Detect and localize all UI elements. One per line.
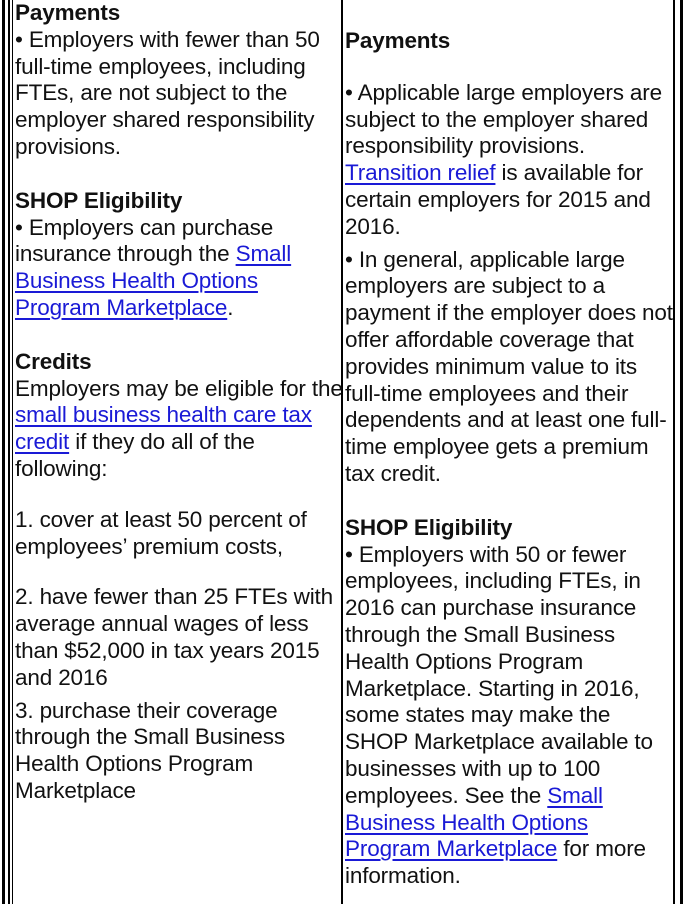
left-credits-text-before: Employers may be eligible for the <box>15 375 343 401</box>
table-border-left-outer <box>2 0 5 904</box>
left-credits-text <box>15 376 345 483</box>
left-shop-text-after: . <box>227 294 234 320</box>
left-payments-text: • Employers with fewer than 50 full-time employees, including FTEs, are not subject to the employer shared responsibility provisions. <box>15 26 320 159</box>
right-payments-text-before: • Applicable large employers are subject to the employer shared responsibility provisions. <box>345 79 663 159</box>
shop-marketplace-link-right[interactable]: Small Business Health Options Program Marketplace <box>345 782 603 862</box>
table-border-right-outer <box>680 0 683 904</box>
left-shop-text-before: • Employers can purchase insurance through the <box>15 214 274 267</box>
right-shop-heading: SHOP Eligibility <box>345 514 513 540</box>
right-shop-text-after: for more information. <box>345 836 646 889</box>
left-credits-text-after: if they do all of the following: <box>15 429 255 481</box>
table-border-left-inner-2 <box>12 0 13 904</box>
right-payments-heading <box>345 28 675 55</box>
right-shop-text <box>345 542 675 890</box>
left-payments-heading: Payments <box>15 0 121 25</box>
tax-credit-link[interactable]: small business health care tax credit <box>15 402 312 455</box>
credit-requirement-1: 1. cover at least 50 percent of employees’ premium costs, <box>15 506 307 559</box>
left-payments-section <box>15 0 345 161</box>
right-shop-text-before: • Employers with 50 or fewer employees, including FTEs, in 2016 can purchase insurance through the Small Business Health Options Program Marketplace. Starting in 2016, some states may make the SHOP Marketplace available to businesses with up to 100 employees. See the <box>345 541 653 808</box>
table-border-left-inner <box>8 0 10 904</box>
credit-requirement-2: 2. have fewer than 25 FTEs with average annual wages of less than $52,000 in tax years 2015 and 2016 <box>15 584 334 690</box>
left-shop-section <box>15 188 345 322</box>
transition-relief-link[interactable]: Transition relief <box>345 160 496 186</box>
left-shop-heading: SHOP Eligibility <box>15 187 183 213</box>
credit-requirement-3: 3. purchase their coverage through the Small Business Health Options Program Marketplace <box>15 697 286 803</box>
right-payments-heading-text: Payments <box>345 28 451 53</box>
right-shop-section <box>345 515 675 890</box>
right-payments-text <box>345 80 675 241</box>
large-employer-column <box>345 0 675 890</box>
left-credits-heading: Credits <box>15 348 92 374</box>
shop-marketplace-link[interactable]: Small Business Health Options Program Marketplace <box>15 241 292 320</box>
left-shop-text <box>15 215 345 322</box>
small-employer-column <box>15 0 345 805</box>
right-payments-text-2: • In general, applicable large employers are subject to a payment if the employer does not offer affordable coverage that provides minimum value to its full-time employees and their dependents and at least one full-time employee gets a premium tax credit. <box>345 246 673 486</box>
right-payments-text-after: is available for certain employers for 2015 and 2016. <box>345 160 651 239</box>
left-credits-section <box>15 349 345 483</box>
